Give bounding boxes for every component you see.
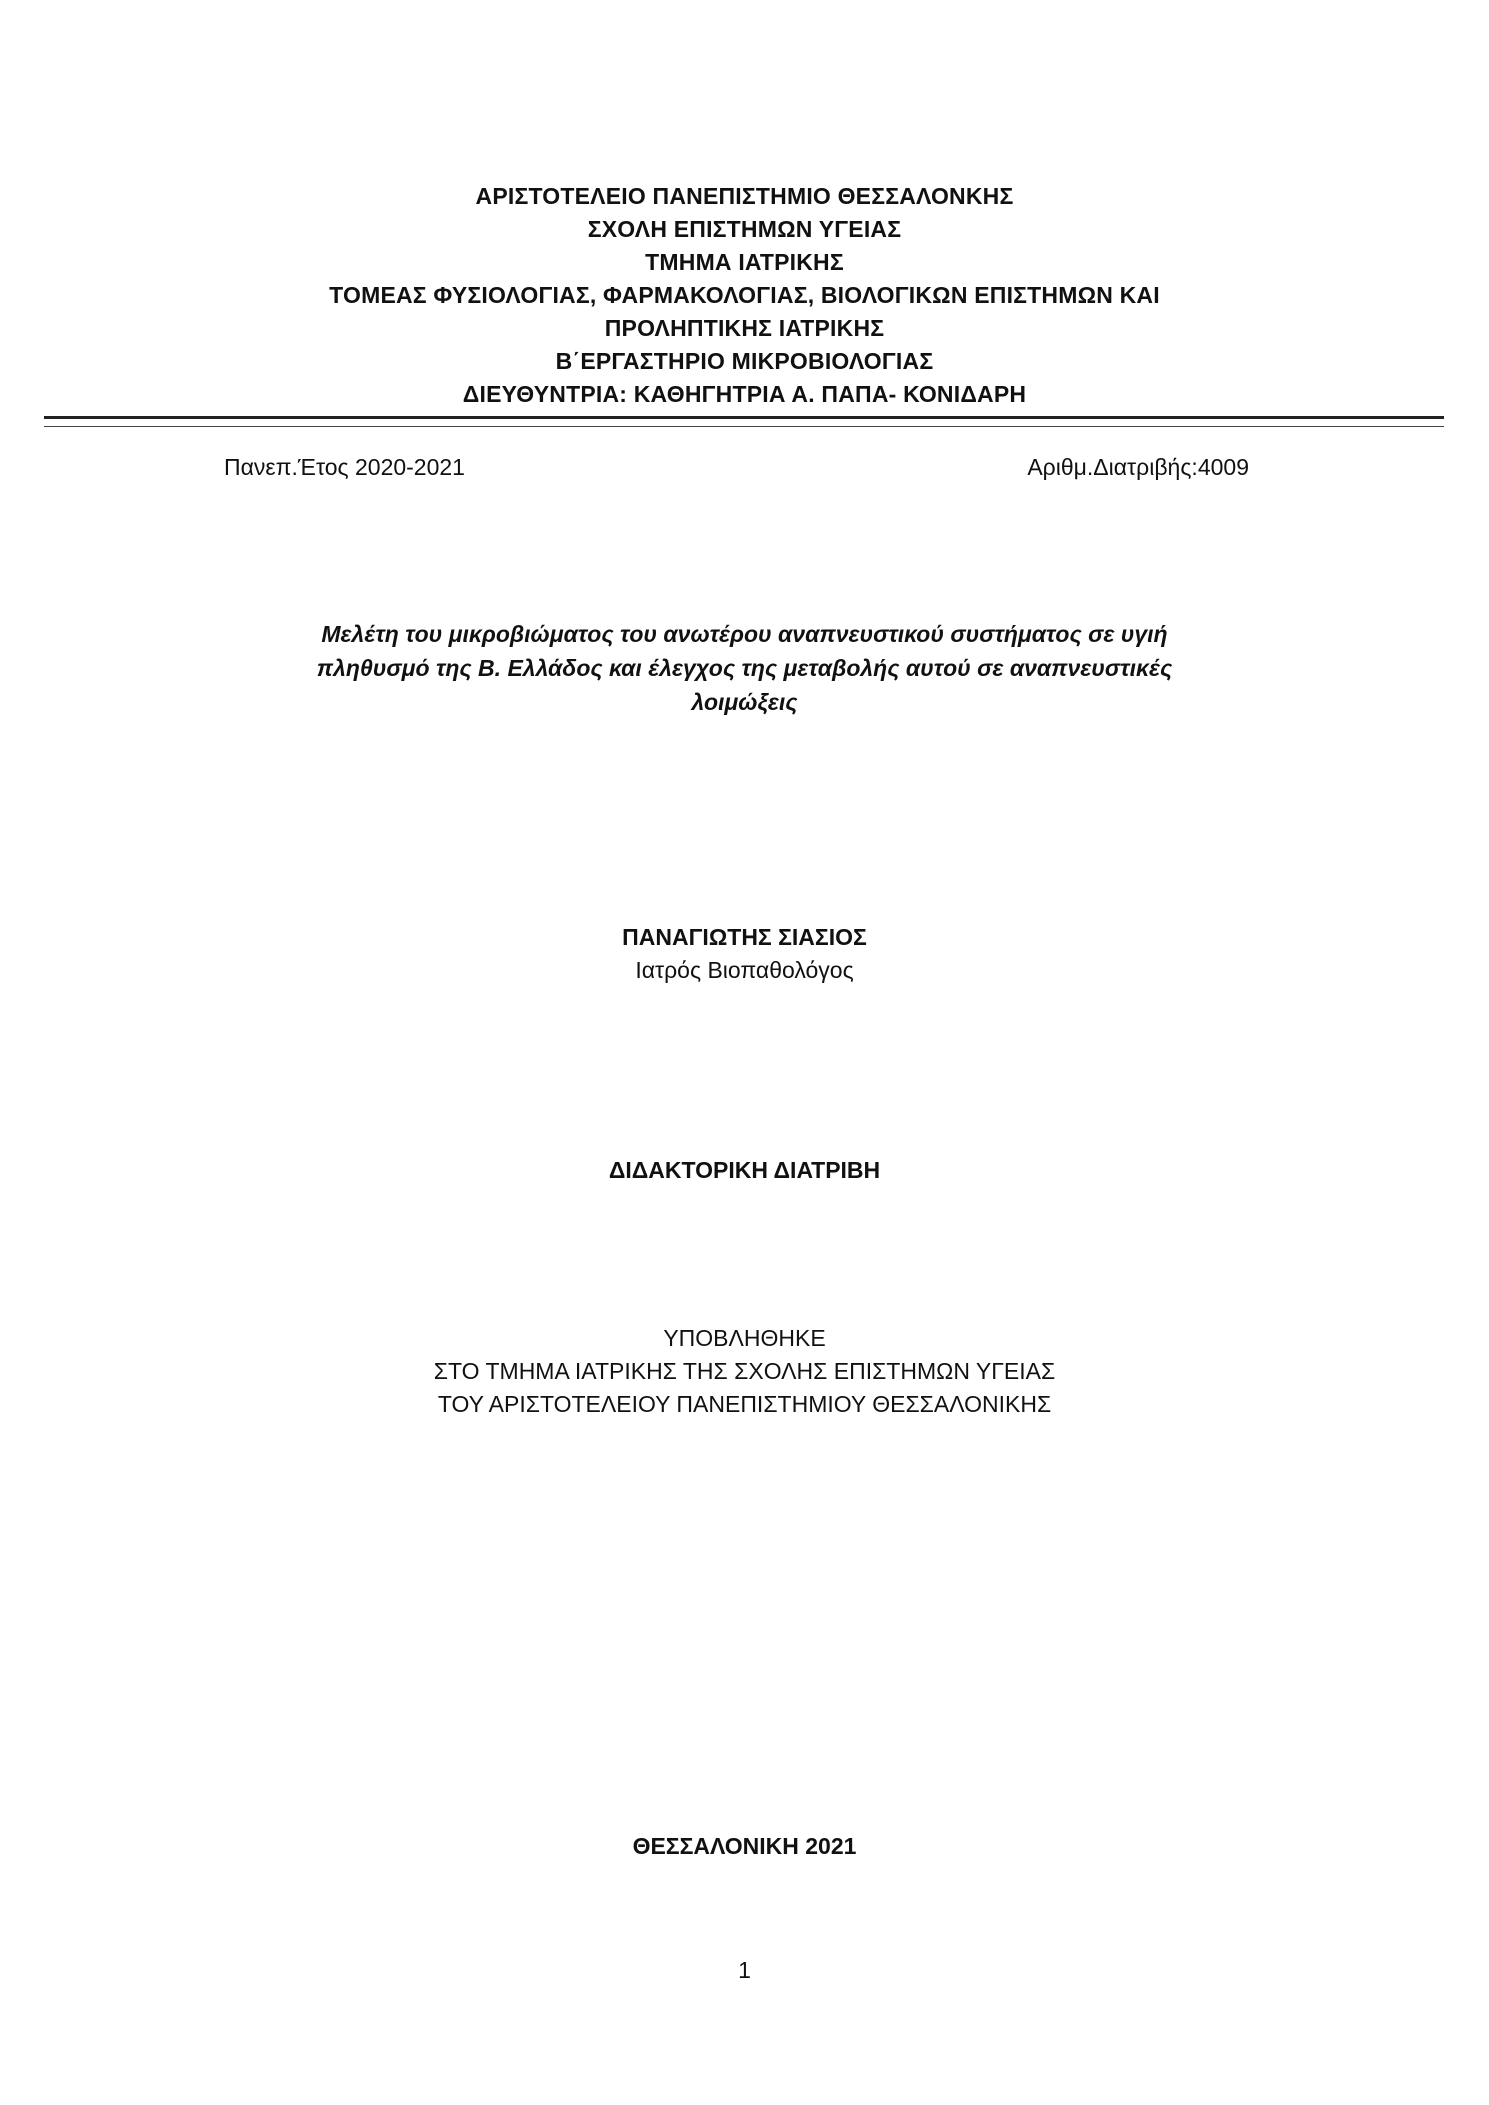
laboratory-name: Β΄ΕΡΓΑΣΤΗΡΙΟ ΜΙΚΡΟΒΙΟΛΟΓΙΑΣ — [555, 348, 934, 374]
sector-name-line1: ΤΟΜΕΑΣ ΦΥΣΙΟΛΟΓΙΑΣ, ΦΑΡΜΑΚΟΛΟΓΙΑΣ, ΒΙΟΛΟΓΙΚΩΝ ΕΠΙΣΤΗΜΩΝ ΚΑΙ — [329, 282, 1160, 308]
author-block — [0, 921, 1489, 987]
director-name: ΔΙΕΥΘΥΝΤΡΙΑ: ΚΑΘΗΓΗΤΡΙΑ Α. ΠΑΠΑ- ΚΟΝΙΔΑΡΗ — [462, 381, 1027, 407]
submission-line2: ΣΤΟ ΤΜΗΜΑ ΙΑΤΡΙΚΗΣ ΤΗΣ ΣΧΟΛΗΣ ΕΠΙΣΤΗΜΩΝ ΥΓΕΙΑΣ — [433, 1358, 1056, 1384]
academic-year: Πανεπ.Έτος 2020-2021 — [224, 454, 465, 480]
school-name: ΣΧΟΛΗ ΕΠΙΣΤΗΜΩΝ ΥΓΕΙΑΣ — [587, 216, 902, 242]
thesis-title — [0, 617, 1489, 719]
department-name: ΤΜΗΜΑ ΙΑΤΡΙΚΗΣ — [645, 249, 844, 275]
submission-statement — [0, 1322, 1489, 1421]
header-divider-thick — [44, 416, 1444, 419]
submission-line1: ΥΠΟΒΛΗΘΗΚΕ — [663, 1325, 826, 1351]
university-name: ΑΡΙΣΤΟΤΕΛΕΙΟ ΠΑΝΕΠΙΣΤΗΜΙΟ ΘΕΣΣΑΛΟΝΚΗΣ — [475, 183, 1014, 209]
thesis-title-line1: Μελέτη του μικροβιώματος του ανωτέρου αναπνευστικού συστήματος σε υγιή — [321, 621, 1168, 647]
sector-name-line2: ΠΡΟΛΗΠΤΙΚΗΣ ΙΑΤΡΙΚΗΣ — [604, 315, 885, 341]
thesis-title-line2: πληθυσμό της Β. Ελλάδος και έλεγχος της μεταβολής αυτού σε αναπνευστικές — [316, 655, 1173, 681]
author-name: ΠΑΝΑΓΙΩΤΗΣ ΣΙΑΣΙΟΣ — [622, 924, 867, 950]
page-number: 1 — [738, 1957, 751, 1983]
document-type: ΔΙΔΑΚΤΟΡΙΚΗ ΔΙΑΤΡΙΒΗ — [608, 1157, 881, 1183]
submission-line3: ΤΟΥ ΑΡΙΣΤΟΤΕΛΕΙΟΥ ΠΑΝΕΠΙΣΤΗΜΙΟΥ ΘΕΣΣΑΛΟΝΙΚΗΣ — [437, 1391, 1052, 1417]
place-year: ΘΕΣΣΑΛΟΝΙΚΗ 2021 — [632, 1833, 857, 1859]
thesis-number: Αριθμ.Διατριβής:4009 — [1027, 454, 1249, 480]
header-divider-thin — [44, 426, 1444, 427]
author-role: Ιατρός Βιοπαθολόγος — [635, 957, 854, 983]
thesis-title-line3: λοιμώξεις — [691, 689, 798, 715]
institution-header — [0, 180, 1489, 411]
